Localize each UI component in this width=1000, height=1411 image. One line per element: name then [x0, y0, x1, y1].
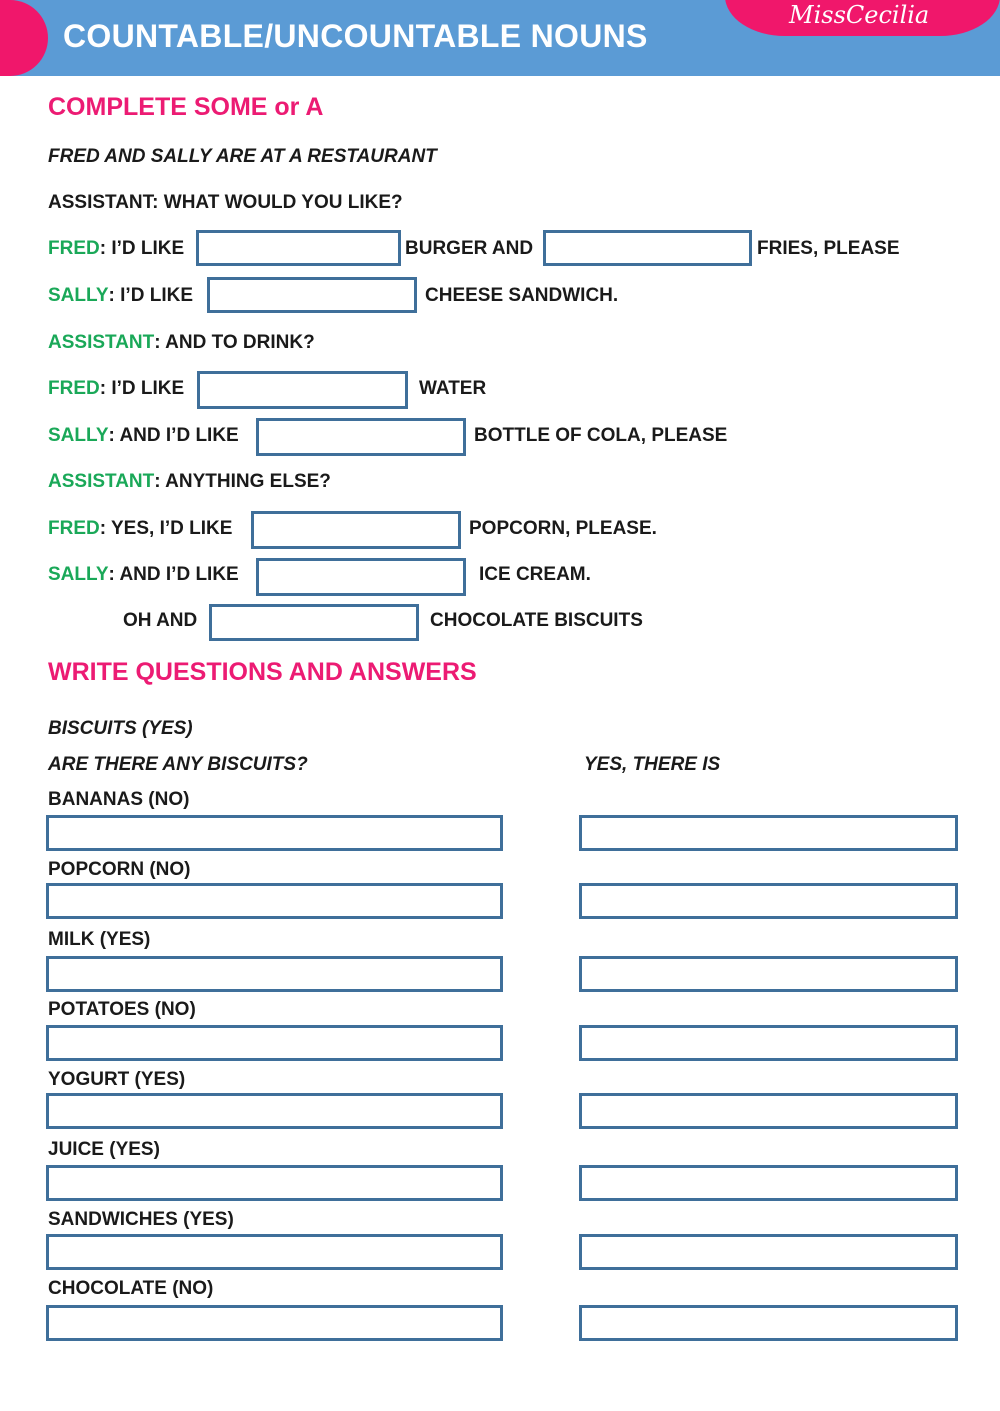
line-pre: : I’D LIKE — [99, 378, 185, 399]
line-pre: : AND I’D LIKE — [108, 564, 239, 585]
dialogue-line-5 — [48, 369, 184, 409]
question-input-yogurt[interactable] — [46, 1093, 503, 1129]
example-answer: YES, THERE IS — [584, 754, 721, 775]
dialogue-line-6 — [48, 416, 239, 456]
question-input-sandwiches[interactable] — [46, 1234, 503, 1270]
signature-logo — [787, 2, 947, 30]
blank-input-7[interactable] — [256, 558, 466, 596]
dialogue-line-1 — [48, 183, 403, 223]
line-post: POPCORN, PLEASE. — [469, 518, 657, 539]
speaker-name: ASSISTANT — [48, 332, 155, 353]
line-pre: : I’D LIKE — [108, 285, 193, 306]
line-post: ICE CREAM. — [479, 564, 591, 585]
section-title-complete: COMPLETE SOME or A — [48, 93, 324, 121]
blank-input-6[interactable] — [251, 511, 461, 549]
intro-text: FRED AND SALLY ARE AT A RESTAURANT — [48, 146, 437, 167]
blank-input-1[interactable] — [196, 230, 401, 266]
dialogue-line-8 — [48, 509, 232, 549]
line-mid: BURGER AND — [405, 238, 534, 259]
line-post: CHOCOLATE BISCUITS — [430, 610, 643, 631]
line-pre: : YES, I’D LIKE — [99, 518, 233, 539]
dialogue-line-10 — [123, 601, 197, 641]
blank-input-3[interactable] — [207, 277, 417, 313]
speaker-name: FRED — [48, 378, 100, 399]
answer-input-popcorn[interactable] — [579, 883, 958, 919]
section-title-questions: WRITE QUESTIONS AND ANSWERS — [48, 658, 477, 686]
item-label-juice: JUICE (YES) — [48, 1139, 160, 1160]
question-input-bananas[interactable] — [46, 815, 503, 851]
item-label-sandwiches: SANDWICHES (YES) — [48, 1209, 234, 1230]
line-post: CHEESE SANDWICH. — [425, 285, 619, 306]
speaker-name: SALLY — [48, 564, 109, 585]
item-label-yogurt: YOGURT (YES) — [48, 1069, 186, 1090]
line-text: ASSISTANT: WHAT WOULD YOU LIKE? — [48, 192, 403, 213]
question-input-juice[interactable] — [46, 1165, 503, 1201]
dialogue-line-2 — [48, 229, 184, 269]
signature-text: MissCecilia — [789, 2, 930, 29]
question-input-chocolate[interactable] — [46, 1305, 503, 1341]
dialogue-line-7 — [48, 462, 331, 502]
signature-badge — [725, 0, 1000, 36]
line-pre: : AND I’D LIKE — [108, 425, 239, 446]
question-input-potatoes[interactable] — [46, 1025, 503, 1061]
item-label-popcorn: POPCORN (NO) — [48, 859, 191, 880]
answer-input-milk[interactable] — [579, 956, 958, 992]
line-post: BOTTLE OF COLA, PLEASE — [474, 425, 728, 446]
line-pre: : AND TO DRINK? — [154, 332, 315, 353]
example-prompt: BISCUITS (YES) — [48, 718, 193, 739]
speaker-name: FRED — [48, 238, 100, 259]
question-input-popcorn[interactable] — [46, 883, 503, 919]
answer-input-chocolate[interactable] — [579, 1305, 958, 1341]
blank-input-4[interactable] — [197, 371, 408, 409]
answer-input-sandwiches[interactable] — [579, 1234, 958, 1270]
speaker-name: FRED — [48, 518, 100, 539]
dialogue-line-9 — [48, 555, 239, 595]
item-label-chocolate: CHOCOLATE (NO) — [48, 1278, 214, 1299]
speaker-name: ASSISTANT — [48, 471, 155, 492]
dialogue-line-4 — [48, 323, 315, 363]
blank-input-2[interactable] — [543, 230, 752, 266]
blank-input-8[interactable] — [209, 604, 419, 641]
dialogue-line-3 — [48, 276, 193, 316]
line-pre: : ANYTHING ELSE? — [154, 471, 331, 492]
item-label-bananas: BANANAS (NO) — [48, 789, 190, 810]
answer-input-juice[interactable] — [579, 1165, 958, 1201]
page-title: COUNTABLE/UNCOUNTABLE NOUNS — [63, 18, 648, 54]
speaker-name: SALLY — [48, 285, 109, 306]
item-label-potatoes: POTATOES (NO) — [48, 999, 196, 1020]
answer-input-bananas[interactable] — [579, 815, 958, 851]
item-label-milk: MILK (YES) — [48, 929, 151, 950]
blank-input-5[interactable] — [256, 418, 466, 456]
speaker-name: SALLY — [48, 425, 109, 446]
line-pre: OH AND — [123, 610, 198, 631]
answer-input-yogurt[interactable] — [579, 1093, 958, 1129]
line-post: FRIES, PLEASE — [757, 238, 900, 259]
answer-input-potatoes[interactable] — [579, 1025, 958, 1061]
question-input-milk[interactable] — [46, 956, 503, 992]
example-question: ARE THERE ANY BISCUITS? — [48, 754, 308, 775]
line-post: WATER — [419, 378, 487, 399]
line-pre: : I’D LIKE — [99, 238, 185, 259]
